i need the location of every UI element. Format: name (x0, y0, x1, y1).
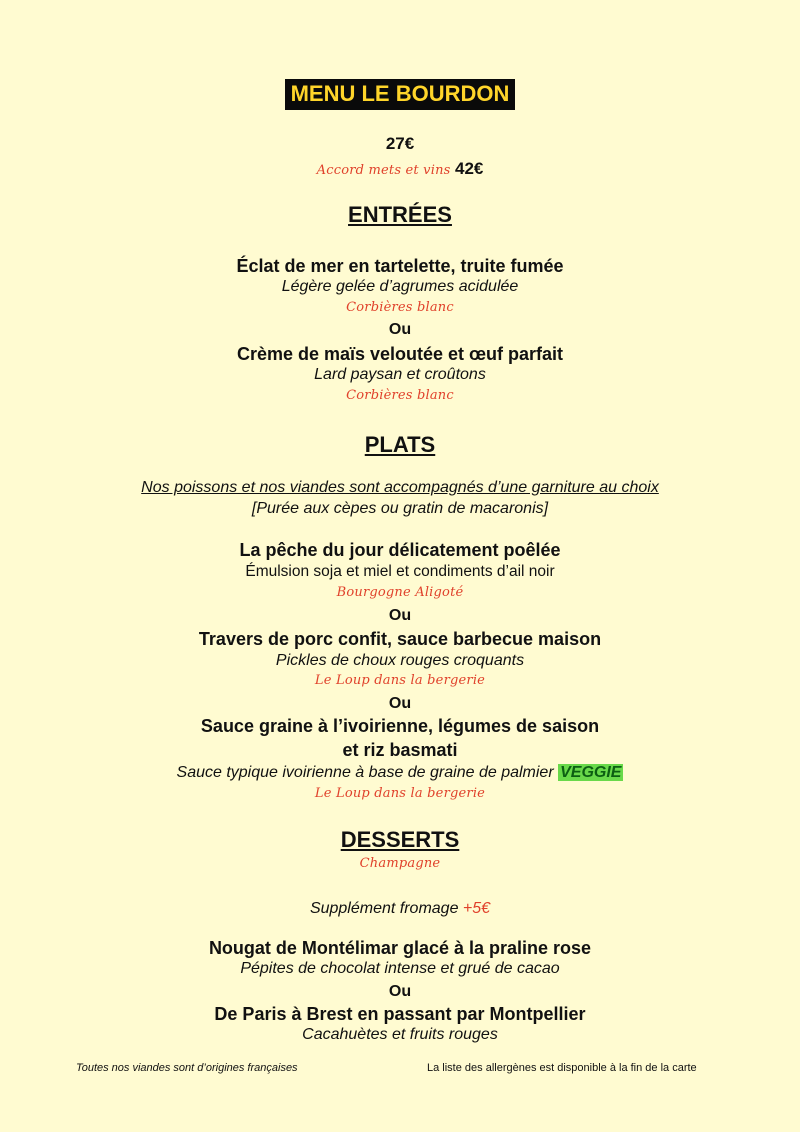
plat-2-name: Travers de porc confit, sauce barbecue maison (198, 629, 602, 649)
plat-3-name-line2: et riz basmati (342, 740, 458, 760)
plat-3-wine: Le Loup dans la bergerie (314, 786, 486, 801)
pairing-row (0, 159, 800, 179)
entree-or: Ou (388, 321, 412, 338)
plat-1-wine: Bourgogne Aligoté (336, 585, 464, 600)
plat-1-name: La pêche du jour délicatement poêlée (239, 540, 561, 560)
entree-2-desc: Lard paysan et croûtons (314, 366, 486, 383)
footer-allergen-note: La liste des allergènes est disponible à la fin de la carte (427, 1062, 697, 1074)
dessert-1-desc: Pépites de chocolat intense et grué de cacao (240, 960, 560, 977)
plat-or-2: Ou (388, 695, 412, 712)
plats-garnish-note: Nos poissons et nos viandes sont accompagnés d’une garniture au choix (141, 479, 659, 496)
dessert-or: Ou (388, 983, 412, 1000)
cheese-supplement-price: +5€ (462, 900, 491, 917)
entree-1-desc: Légère gelée d’agrumes acidulée (281, 278, 519, 295)
cheese-supplement-label: Supplément fromage (309, 900, 459, 917)
menu-title-row (0, 79, 800, 110)
pairing-label: Accord mets et vins (316, 163, 451, 178)
plat-3-desc: Sauce typique ivoirienne à base de graine de palmier (176, 764, 554, 781)
dessert-1-name: Nougat de Montélimar glacé à la praline rose (208, 938, 592, 958)
desserts-wine: Champagne (359, 856, 441, 871)
dessert-2-name: De Paris à Brest en passant par Montpellier (214, 1004, 586, 1024)
cheese-supplement-row (0, 900, 800, 918)
plat-3-name-line1: Sauce graine à l’ivoirienne, légumes de saison (200, 716, 600, 736)
menu-price: 27€ (385, 134, 415, 153)
plat-3-desc-row (0, 764, 800, 782)
veggie-badge: VEGGIE (560, 764, 622, 781)
entree-2-name: Crème de maïs veloutée et œuf parfait (236, 344, 564, 364)
menu-title: MENU LE BOURDON (285, 79, 516, 110)
section-title-desserts: DESSERTS (340, 827, 460, 852)
plat-or-1: Ou (388, 607, 412, 624)
entree-2-wine: Corbières blanc (346, 388, 454, 403)
plats-garnish-choice: [Purée aux cèpes ou gratin de macaronis] (251, 500, 549, 517)
plat-1-desc: Émulsion soja et miel et condiments d’ail noir (245, 563, 555, 580)
footer-origin-note: Toutes nos viandes sont d’origines françaises (76, 1062, 298, 1074)
entree-1-name: Éclat de mer en tartelette, truite fumée (236, 256, 564, 276)
section-title-plats: PLATS (364, 432, 436, 457)
entree-1-wine: Corbières blanc (346, 300, 454, 315)
plat-2-wine: Le Loup dans la bergerie (314, 673, 486, 688)
pairing-price: 42€ (454, 159, 484, 178)
plat-2-desc: Pickles de choux rouges croquants (275, 652, 525, 669)
section-title-entrees: ENTRÉES (348, 202, 452, 227)
dessert-2-desc: Cacahuètes et fruits rouges (302, 1026, 498, 1043)
